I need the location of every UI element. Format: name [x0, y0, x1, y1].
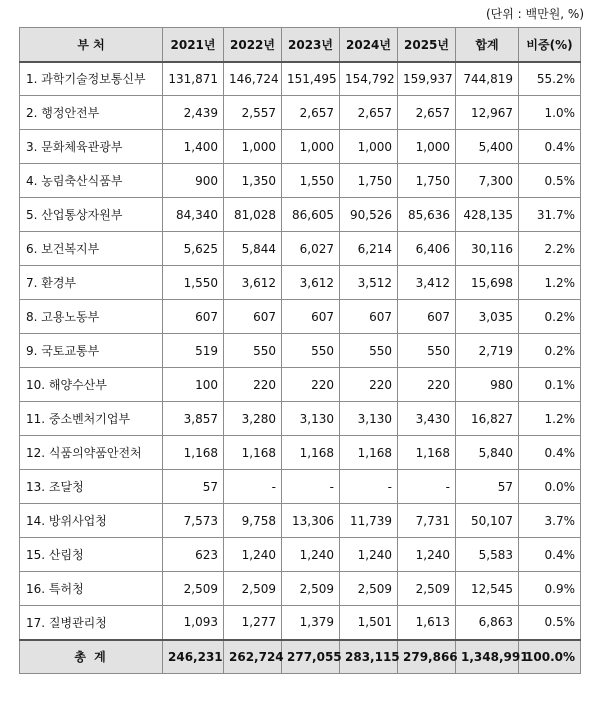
value-cell: 519 [163, 334, 224, 368]
value-cell: 2,509 [282, 572, 340, 606]
value-cell: 30,116 [456, 232, 519, 266]
value-cell: 57 [456, 470, 519, 504]
value-cell: 6,027 [282, 232, 340, 266]
value-cell: 1,240 [224, 538, 282, 572]
value-cell: 0.1% [519, 368, 581, 402]
ministry-name: 17. 질병관리청 [20, 606, 163, 640]
value-cell: 6,214 [340, 232, 398, 266]
ministry-name: 7. 환경부 [20, 266, 163, 300]
value-cell: 0.4% [519, 538, 581, 572]
value-cell: 154,792 [340, 62, 398, 96]
total-row [20, 640, 581, 674]
ministry-name: 3. 문화체육관광부 [20, 130, 163, 164]
value-cell: 607 [398, 300, 456, 334]
table-row [20, 232, 581, 266]
value-cell: 2,557 [224, 96, 282, 130]
total-value: 283,115 [340, 640, 398, 674]
value-cell: 12,967 [456, 96, 519, 130]
ministry-name: 15. 산림청 [20, 538, 163, 572]
table-row [20, 96, 581, 130]
table-row [20, 538, 581, 572]
table-row [20, 334, 581, 368]
value-cell: 2,509 [398, 572, 456, 606]
value-cell: 2,657 [340, 96, 398, 130]
value-cell: 131,871 [163, 62, 224, 96]
table-row [20, 130, 581, 164]
value-cell: 2,509 [340, 572, 398, 606]
value-cell: 0.2% [519, 334, 581, 368]
value-cell: 220 [398, 368, 456, 402]
value-cell: 550 [398, 334, 456, 368]
total-label: 총 계 [20, 640, 163, 674]
value-cell: 50,107 [456, 504, 519, 538]
value-cell: 1,000 [398, 130, 456, 164]
ministry-name: 10. 해양수산부 [20, 368, 163, 402]
value-cell: 3,035 [456, 300, 519, 334]
table-row [20, 470, 581, 504]
value-cell: - [224, 470, 282, 504]
value-cell: 0.4% [519, 130, 581, 164]
value-cell: 2,439 [163, 96, 224, 130]
value-cell: 1,000 [340, 130, 398, 164]
value-cell: 15,698 [456, 266, 519, 300]
table-header [20, 28, 581, 62]
value-cell: 1,350 [224, 164, 282, 198]
table-row [20, 62, 581, 96]
value-cell: 1,277 [224, 606, 282, 640]
value-cell: 81,028 [224, 198, 282, 232]
value-cell: 550 [282, 334, 340, 368]
value-cell: 1,093 [163, 606, 224, 640]
value-cell: 1,240 [398, 538, 456, 572]
value-cell: 11,739 [340, 504, 398, 538]
value-cell: 159,937 [398, 62, 456, 96]
header-row [20, 28, 581, 62]
table-row [20, 606, 581, 640]
value-cell: 3.7% [519, 504, 581, 538]
value-cell: 607 [224, 300, 282, 334]
value-cell: - [340, 470, 398, 504]
ministry-name: 8. 고용노동부 [20, 300, 163, 334]
value-cell: 980 [456, 368, 519, 402]
value-cell: 1,240 [340, 538, 398, 572]
value-cell: 12,545 [456, 572, 519, 606]
value-cell: 85,636 [398, 198, 456, 232]
value-cell: 550 [340, 334, 398, 368]
ministry-name: 6. 보건복지부 [20, 232, 163, 266]
header-col-1: 2021년 [163, 28, 224, 62]
value-cell: 744,819 [456, 62, 519, 96]
value-cell: 146,724 [224, 62, 282, 96]
value-cell: 1,550 [163, 266, 224, 300]
value-cell: 1,613 [398, 606, 456, 640]
total-value: 1,348,991 [456, 640, 519, 674]
ministry-name: 4. 농림축산식품부 [20, 164, 163, 198]
value-cell: 5,844 [224, 232, 282, 266]
value-cell: 7,573 [163, 504, 224, 538]
table-row [20, 402, 581, 436]
value-cell: 1,168 [224, 436, 282, 470]
value-cell: 1,501 [340, 606, 398, 640]
value-cell: - [282, 470, 340, 504]
value-cell: 550 [224, 334, 282, 368]
value-cell: 2.2% [519, 232, 581, 266]
value-cell: 0.0% [519, 470, 581, 504]
value-cell: 100 [163, 368, 224, 402]
ministry-name: 2. 행정안전부 [20, 96, 163, 130]
value-cell: 220 [224, 368, 282, 402]
value-cell: 1,750 [398, 164, 456, 198]
value-cell: 607 [340, 300, 398, 334]
value-cell: 607 [282, 300, 340, 334]
table-row [20, 266, 581, 300]
table-row [20, 572, 581, 606]
value-cell: 13,306 [282, 504, 340, 538]
table-row [20, 504, 581, 538]
value-cell: 3,612 [224, 266, 282, 300]
value-cell: 1.2% [519, 266, 581, 300]
value-cell: 2,509 [224, 572, 282, 606]
header-col-2: 2022년 [224, 28, 282, 62]
value-cell: 90,526 [340, 198, 398, 232]
table-row [20, 368, 581, 402]
value-cell: 31.7% [519, 198, 581, 232]
value-cell: 1,168 [163, 436, 224, 470]
value-cell: 3,280 [224, 402, 282, 436]
table-body [20, 62, 581, 640]
total-value: 100.0% [519, 640, 581, 674]
header-col-4: 2024년 [340, 28, 398, 62]
value-cell: 0.4% [519, 436, 581, 470]
value-cell: 0.5% [519, 164, 581, 198]
value-cell: 607 [163, 300, 224, 334]
value-cell: 220 [340, 368, 398, 402]
value-cell: 86,605 [282, 198, 340, 232]
value-cell: 1,400 [163, 130, 224, 164]
value-cell: 1,379 [282, 606, 340, 640]
total-value: 246,231 [163, 640, 224, 674]
table-footer [20, 640, 581, 674]
value-cell: 3,612 [282, 266, 340, 300]
header-col-7: 비중(%) [519, 28, 581, 62]
value-cell: 7,300 [456, 164, 519, 198]
value-cell: 1,168 [398, 436, 456, 470]
value-cell: 5,583 [456, 538, 519, 572]
value-cell: 6,406 [398, 232, 456, 266]
table-row [20, 198, 581, 232]
value-cell: 1,168 [340, 436, 398, 470]
value-cell: 3,412 [398, 266, 456, 300]
total-value: 279,866 [398, 640, 456, 674]
value-cell: 623 [163, 538, 224, 572]
value-cell: 1,550 [282, 164, 340, 198]
value-cell: 5,840 [456, 436, 519, 470]
header-col-5: 2025년 [398, 28, 456, 62]
value-cell: 1,000 [224, 130, 282, 164]
value-cell: 2,657 [282, 96, 340, 130]
value-cell: 55.2% [519, 62, 581, 96]
value-cell: 1,750 [340, 164, 398, 198]
value-cell: 16,827 [456, 402, 519, 436]
value-cell: 0.5% [519, 606, 581, 640]
value-cell: - [398, 470, 456, 504]
value-cell: 5,625 [163, 232, 224, 266]
value-cell: 428,135 [456, 198, 519, 232]
value-cell: 6,863 [456, 606, 519, 640]
value-cell: 2,719 [456, 334, 519, 368]
table-row [20, 300, 581, 334]
header-col-3: 2023년 [282, 28, 340, 62]
value-cell: 9,758 [224, 504, 282, 538]
value-cell: 2,657 [398, 96, 456, 130]
ministry-name: 16. 특허청 [20, 572, 163, 606]
value-cell: 3,130 [282, 402, 340, 436]
value-cell: 2,509 [163, 572, 224, 606]
ministry-name: 13. 조달청 [20, 470, 163, 504]
ministry-name: 11. 중소벤처기업부 [20, 402, 163, 436]
unit-note: (단위 : 백만원, %) [485, 7, 584, 21]
value-cell: 1.2% [519, 402, 581, 436]
value-cell: 1,000 [282, 130, 340, 164]
value-cell: 57 [163, 470, 224, 504]
value-cell: 3,512 [340, 266, 398, 300]
header-ministry: 부 처 [20, 28, 163, 62]
value-cell: 0.9% [519, 572, 581, 606]
ministry-name: 1. 과학기술정보통신부 [20, 62, 163, 96]
value-cell: 900 [163, 164, 224, 198]
ministry-name: 9. 국토교통부 [20, 334, 163, 368]
value-cell: 1.0% [519, 96, 581, 130]
total-value: 262,724 [224, 640, 282, 674]
value-cell: 151,495 [282, 62, 340, 96]
ministry-name: 5. 산업통상자원부 [20, 198, 163, 232]
ministry-name: 12. 식품의약품안전처 [20, 436, 163, 470]
value-cell: 84,340 [163, 198, 224, 232]
table-row [20, 436, 581, 470]
value-cell: 3,130 [340, 402, 398, 436]
value-cell: 3,857 [163, 402, 224, 436]
value-cell: 220 [282, 368, 340, 402]
value-cell: 1,168 [282, 436, 340, 470]
value-cell: 0.2% [519, 300, 581, 334]
total-value: 277,055 [282, 640, 340, 674]
budget-table [19, 27, 581, 674]
value-cell: 7,731 [398, 504, 456, 538]
header-col-6: 합계 [456, 28, 519, 62]
value-cell: 5,400 [456, 130, 519, 164]
ministry-name: 14. 방위사업청 [20, 504, 163, 538]
table-row [20, 164, 581, 198]
value-cell: 1,240 [282, 538, 340, 572]
value-cell: 3,430 [398, 402, 456, 436]
